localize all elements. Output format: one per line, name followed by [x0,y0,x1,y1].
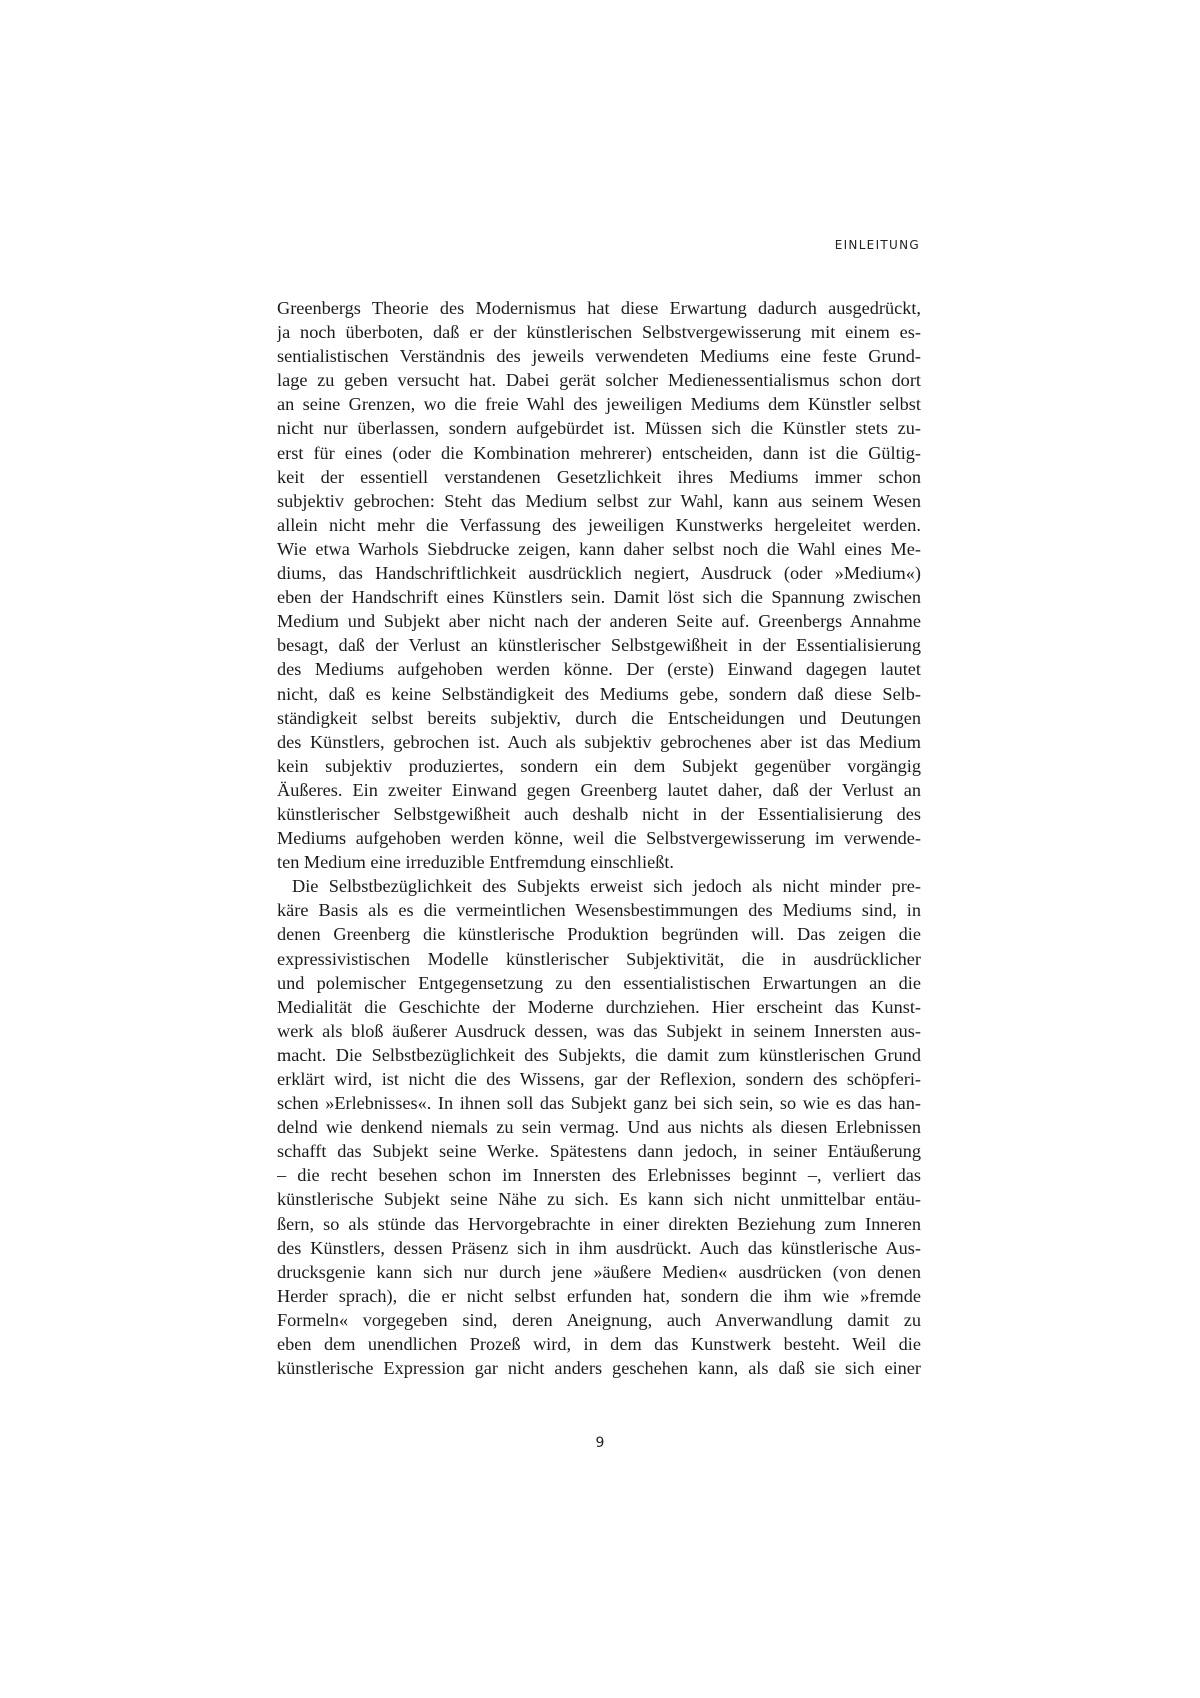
text-line: diums, das Handschriftlichkeit ausdrücklich negiert, Ausdruck (oder »Medium«) [277,563,921,584]
text-line: drucksgenie kann sich nur durch jene »äußere Medien« ausdrücken (von denen [277,1261,921,1282]
text-line: ten Medium eine irreduzible Entfremdung einschließt. [277,852,674,873]
text-line: – die recht besehen schon im Innersten des Erlebnisses beginnt –, verliert das [277,1165,921,1186]
text-line: Herder sprach), die er nicht selbst erfunden hat, sondern die ihm wie »fremde [277,1285,921,1306]
text-line: schafft das Subjekt seine Werke. Spätestens dann jedoch, in seiner Entäußerung [277,1141,921,1162]
text-line: lage zu geben versucht hat. Dabei gerät solcher Medienessentialismus schon dort [277,370,921,391]
text-line: Greenbergs Theorie des Modernismus hat diese Erwartung dadurch ausgedrückt, [277,298,921,318]
text-line: nicht, daß es keine Selbständigkeit des Mediums gebe, sondern daß diese Selb- [277,683,921,704]
text-line: macht. Die Selbstbezüglichkeit des Subjekts, die damit zum künstlerischen Grund [277,1044,921,1065]
text-line: des Künstlers, gebrochen ist. Auch als subjektiv gebrochenes aber ist das Medium [277,731,921,752]
text-line: künstlerische Expression gar nicht anders geschehen kann, als daß sie sich einer [277,1358,921,1379]
text-line: besagt, daß der Verlust an künstlerischer Selbstgewißheit in der Essentialisierung [277,635,921,656]
paragraph-1 [277,296,921,874]
text-line: denen Greenberg die künstlerische Produktion begründen will. Das zeigen die [277,924,921,945]
text-line: Mediums aufgehoben werden könne, weil die Selbstvergewisserung im verwende- [277,828,921,849]
paragraph-2 [277,874,921,1380]
text-line: schen »Erlebnisses«. In ihnen soll das Subjekt ganz bei sich sein, so wie es das han- [277,1093,921,1114]
text-line: Äußeres. Ein zweiter Einwand gegen Greenberg lautet daher, daß der Verlust an [277,779,921,800]
text-line: des Mediums aufgehoben werden könne. Der (erste) Einwand dagegen lautet [277,659,921,680]
text-line: expressivistischen Modelle künstlerischer Subjektivität, die in ausdrücklicher [277,948,921,969]
text-line: erklärt wird, ist nicht die des Wissens, gar der Reflexion, sondern des schöpferi- [277,1069,921,1089]
text-line: ßern, so als stünde das Hervorgebrachte in einer direkten Beziehung zum Inneren [277,1213,921,1234]
text-line: Medialität die Geschichte der Moderne durchziehen. Hier erscheint das Kunst- [277,996,921,1017]
text-line: ja noch überboten, daß er der künstlerischen Selbstvergewisserung mit einem es- [277,322,921,343]
text-line: künstlerische Subjekt seine Nähe zu sich. Es kann sich nicht unmittelbar entäu- [277,1189,921,1210]
text-line: Die Selbstbezüglichkeit des Subjekts erweist sich jedoch als nicht minder pre- [292,876,921,897]
text-line: subjektiv gebrochen: Steht das Medium selbst zur Wahl, kann aus seinem Wesen [277,490,921,511]
text-line: sentialistischen Verständnis des jeweils verwendeten Mediums eine feste Grund- [277,346,921,367]
text-line: kein subjektiv produziertes, sondern ein dem Subjekt gegenüber vorgängig [277,755,921,776]
page-number: 9 [595,1435,605,1451]
text-line: Medium und Subjekt aber nicht nach der anderen Seite auf. Greenbergs Annahme [277,611,921,632]
text-line: delnd wie denkend niemals zu sein vermag. Und aus nichts als diesen Erlebnissen [277,1117,921,1138]
text-line: käre Basis als es die vermeintlichen Wesensbestimmungen des Mediums sind, in [277,900,921,921]
text-line: allein nicht mehr die Verfassung des jeweiligen Kunstwerks hergeleitet werden. [277,514,921,535]
text-line: und polemischer Entgegensetzung zu den essentialistischen Erwartungen an die [277,972,921,993]
text-line: an seine Grenzen, wo die freie Wahl des jeweiligen Mediums dem Künstler selbst [277,394,921,415]
text-line: eben dem unendlichen Prozeß wird, in dem das Kunstwerk besteht. Weil die [277,1334,921,1355]
text-line: nicht nur überlassen, sondern aufgebürdet ist. Müssen sich die Künstler stets zu- [277,418,921,439]
text-line: erst für eines (oder die Kombination mehrerer) entscheiden, dann ist die Gültig- [277,442,921,463]
text-line: Formeln« vorgegeben sind, deren Aneignung, auch Anverwandlung damit zu [277,1309,921,1330]
text-line: keit der essentiell verstandenen Gesetzlichkeit ihres Mediums immer schon [277,466,921,487]
text-line: ständigkeit selbst bereits subjektiv, durch die Entscheidungen und Deutungen [277,707,921,728]
text-line: künstlerischer Selbstgewißheit auch deshalb nicht in der Essentialisierung des [277,803,921,824]
text-line: eben der Handschrift eines Künstlers sein. Damit löst sich die Spannung zwischen [277,587,921,608]
text-line: Wie etwa Warhols Siebdrucke zeigen, kann daher selbst noch die Wahl eines Me- [277,538,921,559]
text-line: des Künstlers, dessen Präsenz sich in ihm ausdrückt. Auch das künstlerische Aus- [277,1237,921,1258]
running-head: EINLEITUNG [834,238,920,252]
body-text [277,296,921,1380]
text-line: werk als bloß äußerer Ausdruck dessen, was das Subjekt in seinem Innersten aus- [277,1020,921,1041]
